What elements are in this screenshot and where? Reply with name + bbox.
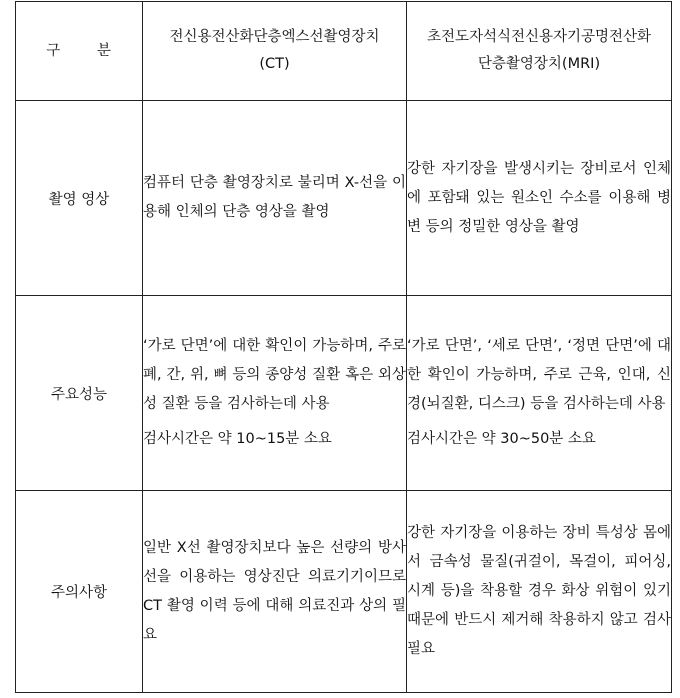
- ct-precautions-cell: [143, 491, 407, 693]
- header-ct-title: 전신용전산화단층엑스선촬영장치: [169, 29, 380, 46]
- table-row: [16, 101, 672, 296]
- mri-precautions-cell: [407, 491, 672, 693]
- header-category-cell: [16, 2, 143, 101]
- ct-performance-text: ‘가로 단면’에 대한 확인이 가능하며, 주로 폐, 간, 위, 뼈 등의 종양성 질환 혹은 외상성 질환 등을 검사하는데 사용: [143, 338, 406, 413]
- mri-precautions-text: 강한 자기장을 이용하는 장비 특성상 몸에서 금속성 물질(귀걸이, 목걸이, 피어싱, 시계 등)을 착용할 경우 화상 위험이 있기 때문에 반드시 제거해 착용하지 않고 검사 필요: [407, 525, 671, 658]
- header-mri-title: 초전도자석식전신용자기공명전산화: [426, 29, 652, 46]
- header-ct-cell: [143, 2, 407, 101]
- mri-imaging-text: 강한 자기장을 발생시키는 장비로서 인체에 포함돼 있는 원소인 수소를 이용해 병변 등의 정밀한 영상을 촬영: [407, 160, 671, 235]
- ct-imaging-cell: [143, 101, 407, 296]
- header-category-label: 구 분: [46, 42, 112, 59]
- row-label-performance: 주요성능: [16, 295, 143, 491]
- header-mri-title-cont: 단층촬영장치(MRI): [477, 56, 601, 73]
- ct-exam-time: 검사시간은 약 10~15분 소요: [143, 431, 332, 448]
- ct-performance-cell: [143, 295, 407, 491]
- mri-performance-cell: [407, 295, 672, 491]
- mri-performance-text: ‘가로 단면’, ‘세로 단면’, ‘정면 단면’에 대한 확인이 가능하며, 주로 근육, 인대, 신경(뇌질환, 디스크) 등을 검사하는데 사용: [407, 338, 671, 413]
- header-mri-cell: [407, 2, 672, 101]
- mri-exam-time: 검사시간은 약 30~50분 소요: [407, 431, 596, 448]
- ct-precautions-text: 일반 X선 촬영장치보다 높은 선량의 방사선을 이용하는 영상진단 의료기기이므로 CT 촬영 이력 등에 대해 의료진과 상의 필요: [143, 539, 406, 643]
- comparison-table: [15, 1, 672, 693]
- header-row: [16, 2, 672, 101]
- header-ct-abbrev: (CT): [259, 56, 290, 73]
- ct-imaging-text: 컴퓨터 단층 촬영장치로 불리며 X-선을 이용해 인체의 단층 영상을 촬영: [143, 175, 406, 221]
- row-label-imaging: 촬영 영상: [16, 101, 143, 296]
- row-label-precautions: 주의사항: [16, 491, 143, 693]
- mri-imaging-cell: [407, 101, 672, 296]
- table-row: [16, 491, 672, 693]
- table-row: [16, 295, 672, 491]
